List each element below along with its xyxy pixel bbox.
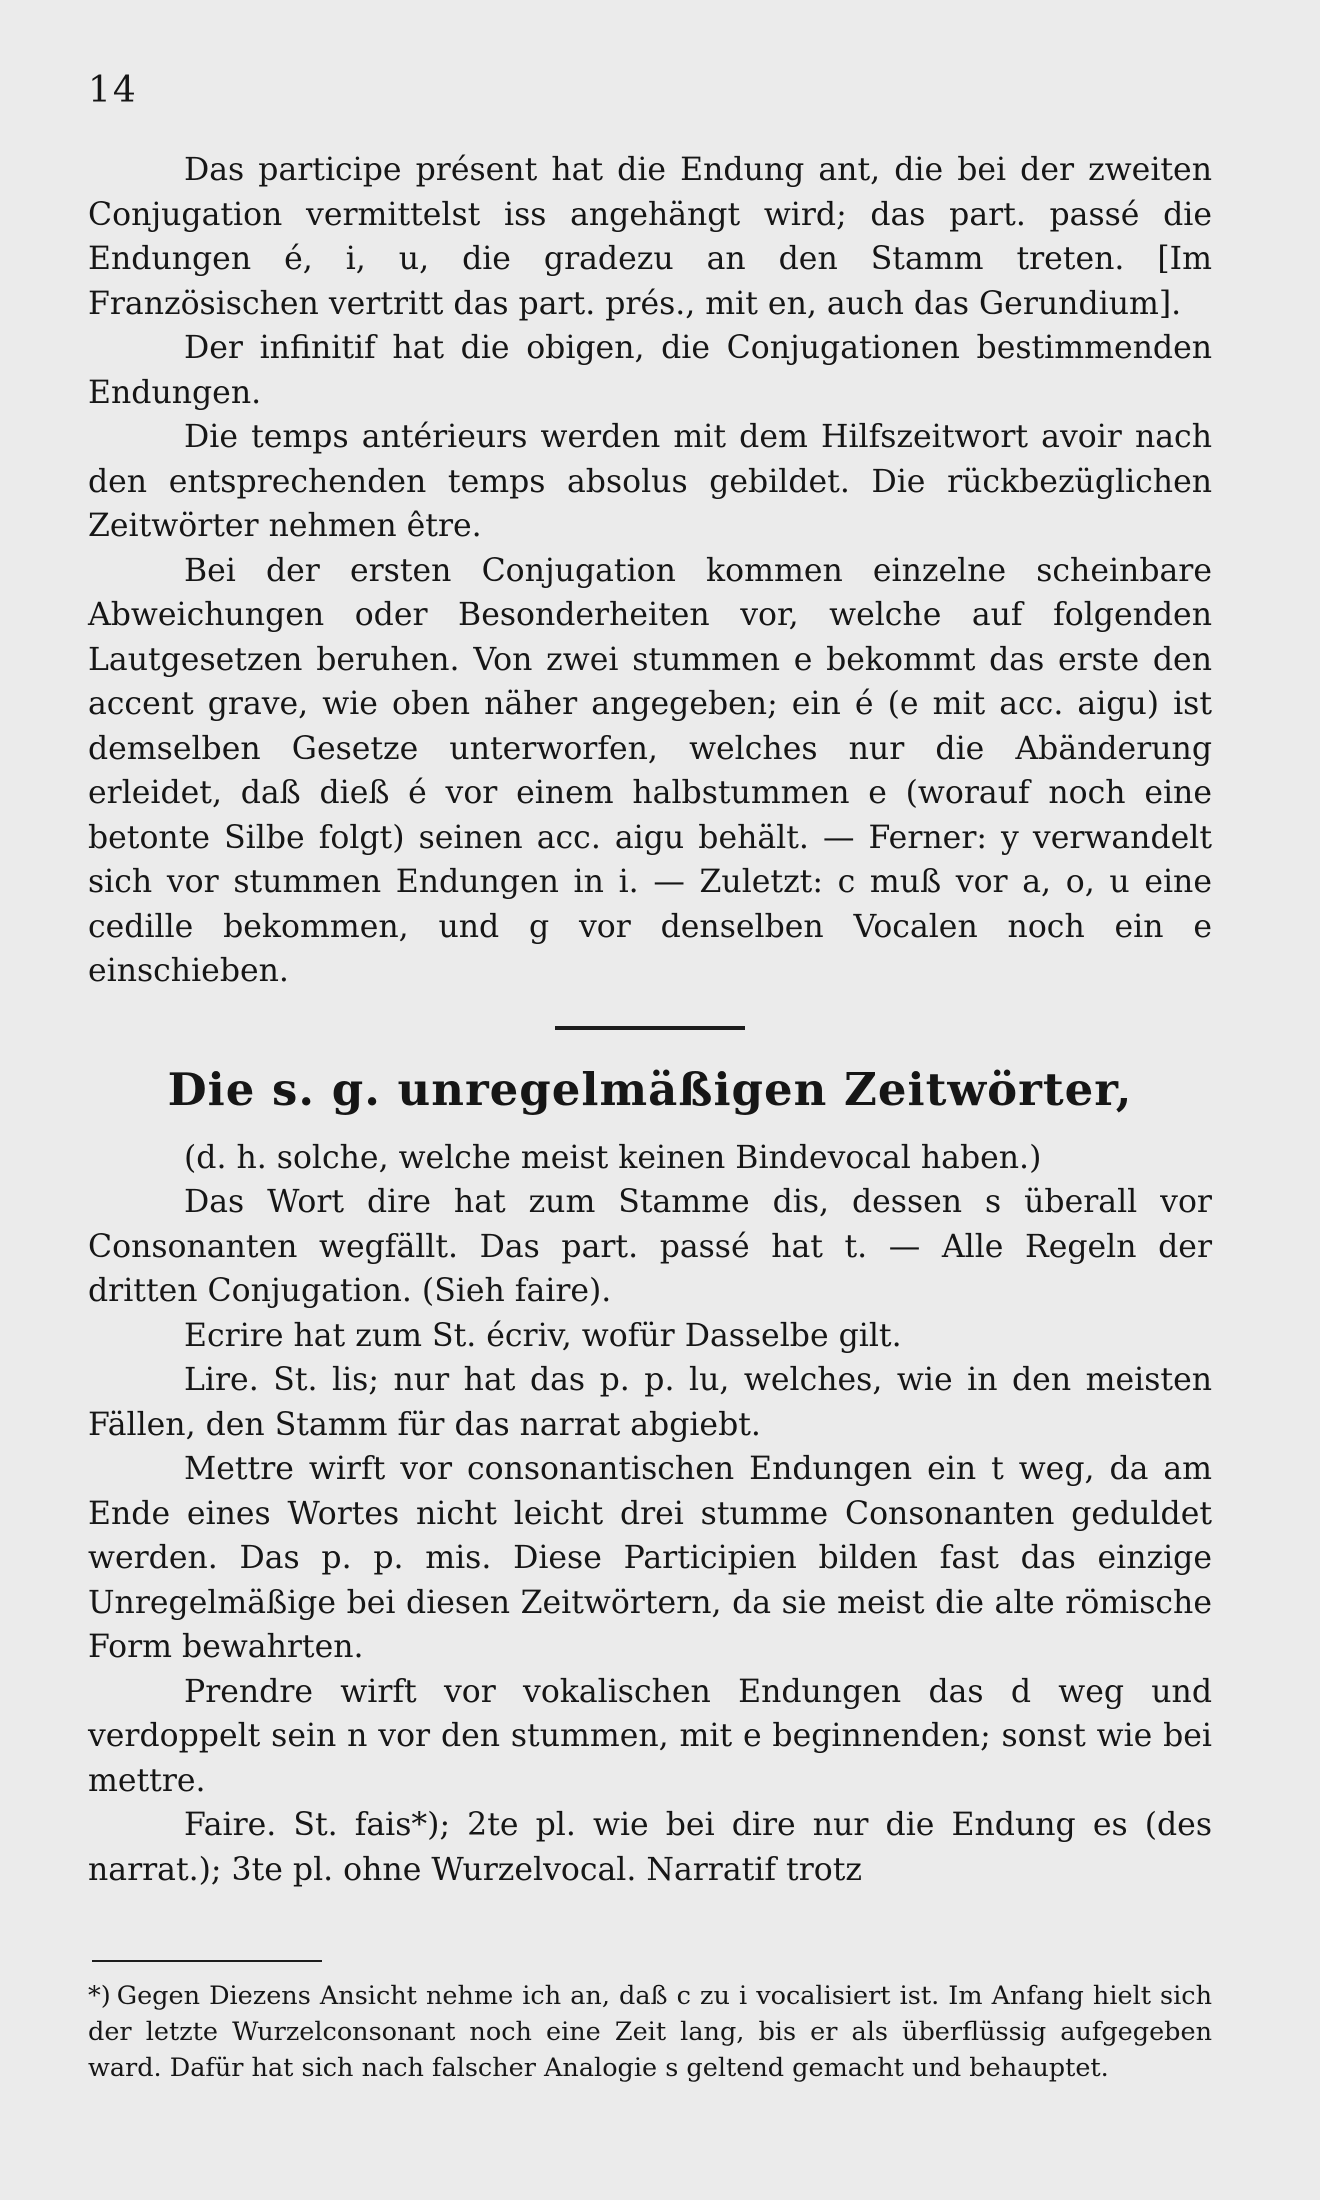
paragraph: Der infinitif hat die obigen, die Conjugationen bestimmenden Endungen. — [88, 330, 1212, 411]
paragraph: Mettre wirft vor consonantischen Endungen ein t weg, da am Ende eines Wortes nicht leicht drei stumme Consonanten geduldet werden. Das p. p. mis. Diese Participien bilden fast das einzige Unregelmäßige bei diesen Zeitwörtern, da sie meist die alte römische Form bewahrten. — [88, 1451, 1212, 1665]
page-number: 14 — [88, 70, 138, 111]
footnote — [88, 1978, 1212, 2086]
section-subheading: (d. h. solche, welche meist keinen Bindevocal haben.) — [184, 1139, 1042, 1176]
section-heading: Die s. g. unregelmäßigen Zeitwörter, — [167, 1062, 1133, 1116]
paragraph: Lire. St. lis; nur hat das p. p. lu, welches, wie in den meisten Fällen, den Stamm für das narrat abgiebt. — [88, 1362, 1212, 1443]
paragraph: Die temps antérieurs werden mit dem Hilfszeitwort avoir nach den entsprechenden temps absolus gebildet. Die rückbezüglichen Zeitwörter nehmen être. — [88, 419, 1212, 544]
footnote-rule — [92, 1960, 322, 1962]
paragraph: Prendre wirft vor vokalischen Endungen das d weg und verdoppelt sein n vor den stummen, mit e beginnenden; sonst wie bei mettre. — [88, 1673, 1212, 1799]
paragraph: Faire. St. fais*); 2te pl. wie bei dire nur die Endung es (des narrat.); 3te pl. ohne Wurzelvocal. Narratif trotz — [88, 1807, 1212, 1888]
footnote-text: Gegen Diezens Ansicht nehme ich an, daß c zu i vocalisiert ist. Im Anfang hielt sich der letzte Wurzelconsonant noch eine Zeit lang, bis er als überflüssig aufgegeben ward. Dafür hat sich nach falscher Analogie s geltend gemacht und behauptet. — [88, 1981, 1212, 2083]
section-divider — [555, 1026, 745, 1030]
paragraph: Ecrire hat zum St. écriv, wofür Dasselbe gilt. — [184, 1317, 902, 1354]
paragraph: Bei der ersten Conjugation kommen einzelne scheinbare Abweichungen oder Besonderheiten vor, welche auf folgenden Lautgesetzen beruhen. Von zwei stummen e bekommt das erste den accent grave, wie oben näher angegeben; ein é (e mit acc. aigu) ist demselben Gesetze unterworfen, welches nur die Abänderung erleidet, daß dieß é vor einem halbstummen e (worauf noch eine betonte Silbe folgt) seinen acc. aigu behält. — Ferner: y verwandelt sich vor stummen Endungen in i. — Zuletzt: c muß vor a, o, u eine cedille bekommen, und g vor denselben Vocalen noch ein e einschieben. — [88, 552, 1212, 989]
body-text-top — [88, 148, 1212, 994]
body-text-section — [88, 1180, 1212, 1892]
paragraph: Das Wort dire hat zum Stamme dis, dessen s überall vor Consonanten wegfällt. Das part. passé hat t. — Alle Regeln der dritten Conjugation. (Sieh faire). — [88, 1184, 1212, 1309]
paragraph: Das participe présent hat die Endung ant, die bei der zweiten Conjugation vermittelst iss angehängt wird; das part. passé die Endungen é, i, u, die gradezu an den Stamm treten. [Im Französischen vertritt das part. prés., mit en, auch das Gerundium]. — [88, 152, 1212, 322]
footnote-mark: *) — [88, 1981, 111, 2011]
